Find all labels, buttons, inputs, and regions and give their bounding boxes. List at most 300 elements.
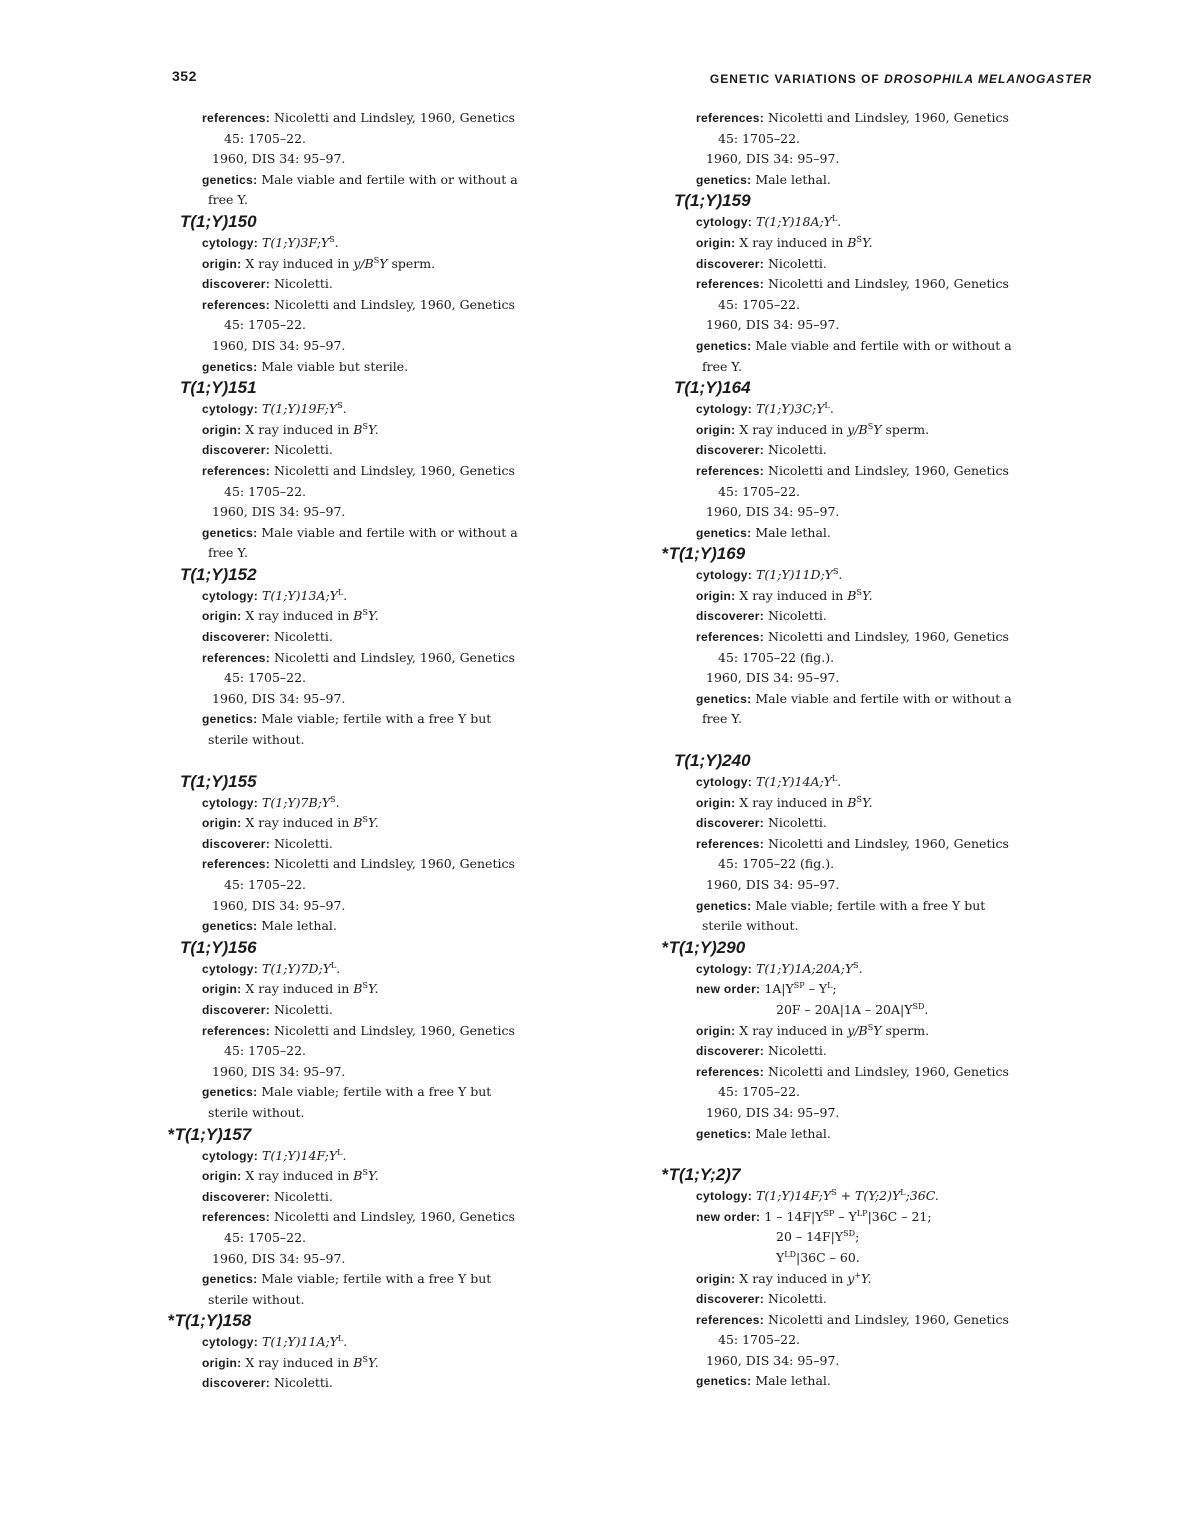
field-label: origin: <box>696 1271 736 1286</box>
references-line <box>696 627 1102 648</box>
superscript: L <box>330 960 337 970</box>
superscript: S <box>362 1354 368 1364</box>
entry-t1y158 <box>168 1310 608 1394</box>
field-label: origin: <box>696 1023 736 1038</box>
genetics-line <box>202 709 608 730</box>
origin-symbol: Y. <box>861 587 873 603</box>
origin-symbol: Y. <box>861 1270 872 1286</box>
genetics-text: Male viable and fertile with or without a <box>755 690 1012 706</box>
field-label: genetics: <box>696 898 752 913</box>
genetics-line <box>696 896 1102 917</box>
order-text: 1A|Y <box>764 981 794 997</box>
entry-title <box>662 937 1102 959</box>
genetics-line <box>696 523 1102 544</box>
field-label: discoverer: <box>202 836 270 851</box>
entry-title <box>662 543 1102 565</box>
genetics-line: sterile without. <box>208 1291 305 1307</box>
reference-line: 45: 1705–22. <box>224 670 307 686</box>
reference-text: Nicoletti and Lindsley, 1960, Genetics <box>768 629 1009 645</box>
genetics-line: free Y. <box>208 192 248 208</box>
entry-title-text: T(1;Y)290 <box>668 937 746 957</box>
asterisk-marker: * <box>662 1165 669 1185</box>
genetics-text: Male viable; fertile with a free Y but <box>261 1084 492 1100</box>
origin-text: X ray induced in <box>245 608 354 624</box>
entry-title: T(1;Y)155 <box>180 771 257 791</box>
discoverer-line <box>202 1000 608 1021</box>
entry-t1y164 <box>662 377 1102 543</box>
superscript: L <box>337 1334 344 1344</box>
entry-title: T(1;Y)150 <box>180 211 257 231</box>
genetics-line <box>696 689 1102 710</box>
field-label: new order: <box>696 982 761 997</box>
entry-title-text: T(1;Y;2)7 <box>668 1165 741 1185</box>
superscript: S <box>831 1187 837 1197</box>
superscript: S <box>329 234 335 244</box>
cytology-text: T(1;Y)1A;20A;Y <box>756 960 854 976</box>
punct: . <box>336 960 341 976</box>
cytology-line <box>202 959 608 980</box>
asterisk-marker: * <box>662 544 669 564</box>
superscript: S <box>856 794 862 804</box>
origin-symbol: B <box>353 608 363 624</box>
references-line <box>696 1310 1102 1331</box>
discoverer-line <box>696 254 1102 275</box>
cytology-line <box>202 1332 608 1353</box>
cytology-line <box>202 586 608 607</box>
origin-symbol: Y. <box>367 815 379 831</box>
asterisk-marker: * <box>662 937 669 957</box>
superscript: S <box>362 421 368 431</box>
origin-symbol: B <box>353 1168 363 1184</box>
origin-line <box>696 233 1102 254</box>
field-label: cytology: <box>202 235 259 250</box>
origin-line <box>202 254 608 275</box>
punct: . <box>829 401 834 417</box>
origin-symbol: Y. <box>367 421 379 437</box>
field-label: genetics: <box>696 525 752 540</box>
entry-t1y157 <box>168 1124 608 1311</box>
origin-symbol: y/B <box>847 421 868 437</box>
discoverer-text: Nicoletti. <box>273 276 333 292</box>
field-label: references: <box>202 297 271 312</box>
entry-title: T(1;Y)164 <box>674 378 751 398</box>
reference-line: 45: 1705–22 (fig.). <box>718 649 835 665</box>
genetics-line: free Y. <box>702 711 742 727</box>
reference-line: 45: 1705–22. <box>718 1332 801 1348</box>
field-label: cytology: <box>202 1335 259 1350</box>
reference-line: 45: 1705–22. <box>718 130 801 146</box>
entry-title <box>662 1164 1102 1186</box>
references-line <box>202 108 608 129</box>
punct: . <box>342 1147 347 1163</box>
field-label: references: <box>696 836 765 851</box>
entry-t1y240 <box>662 750 1102 937</box>
origin-symbol: y/B <box>847 1022 868 1038</box>
reference-text: Nicoletti and Lindsley, 1960, Genetics <box>274 462 515 478</box>
origin-symbol: Y. <box>367 1354 379 1370</box>
reference-text: Nicoletti and Lindsley, 1960, Genetics <box>768 110 1009 125</box>
genetics-text: Male lethal. <box>755 1125 831 1141</box>
field-label: references: <box>696 630 765 645</box>
genetics-text: Male viable but sterile. <box>261 358 409 374</box>
origin-symbol: Y. <box>861 794 873 810</box>
origin-line <box>696 586 1102 607</box>
entry-title: T(1;Y)156 <box>180 937 257 957</box>
field-label: discoverer: <box>696 609 764 624</box>
superscript: S <box>853 960 859 970</box>
field-label: discoverer: <box>202 1002 270 1017</box>
reference-text: Nicoletti and Lindsley, 1960, Genetics <box>768 276 1009 292</box>
discoverer-line <box>696 440 1102 461</box>
entry-t1y150 <box>168 211 608 377</box>
cytology-text: T(1;Y)14F;Y <box>756 1188 832 1204</box>
order-text: 20F – 20A|1A – 20A|Y <box>776 1001 913 1017</box>
superscript: L <box>824 400 830 410</box>
discoverer-line <box>696 813 1102 834</box>
field-label: references: <box>696 277 765 292</box>
genetics-line: free Y. <box>208 545 248 561</box>
genetics-line <box>202 1082 608 1103</box>
left-column <box>168 108 608 1394</box>
cytology-text: T(1;Y)11D;Y <box>756 567 833 583</box>
order-text: 1 – 14F|Y <box>764 1208 824 1224</box>
field-label: references: <box>696 1064 765 1079</box>
origin-symbol: Y <box>379 255 388 271</box>
reference-line: 1960, DIS 34: 95–97. <box>706 670 840 686</box>
entry-t1y152 <box>168 564 608 751</box>
field-label: discoverer: <box>202 630 270 645</box>
references-line <box>696 461 1102 482</box>
superscript: S <box>867 1022 874 1032</box>
superscript: LD <box>784 1249 796 1259</box>
reference-line: 45: 1705–22. <box>224 130 307 146</box>
superscript: L <box>900 1187 906 1197</box>
superscript: S <box>867 421 874 431</box>
field-label: cytology: <box>202 961 259 976</box>
origin-line <box>696 793 1102 814</box>
origin-symbol: Y <box>873 1022 882 1038</box>
field-label: genetics: <box>202 1272 258 1287</box>
cytology-text: T(1;Y)3C;Y <box>756 401 825 417</box>
cytology-line <box>202 1146 608 1167</box>
new-order-line <box>696 1207 1102 1228</box>
spacer <box>662 1144 1102 1164</box>
reference-line: 45: 1705–22. <box>224 483 307 499</box>
field-label: references: <box>202 650 271 665</box>
cytology-line <box>202 233 608 254</box>
punct: . <box>343 1334 348 1350</box>
reference-line: 45: 1705–22. <box>718 483 801 499</box>
field-label: discoverer: <box>202 1376 270 1391</box>
reference-text: Nicoletti and Lindsley, 1960, Genetics <box>274 110 515 125</box>
genetics-line <box>696 336 1102 357</box>
cytology-line <box>202 793 608 814</box>
genetics-text: Male lethal. <box>755 171 831 187</box>
genetics-text: Male lethal. <box>261 918 337 934</box>
field-label: discoverer: <box>202 443 270 458</box>
field-label: discoverer: <box>696 1044 764 1059</box>
references-line <box>202 854 608 875</box>
field-label: genetics: <box>696 1374 752 1389</box>
cytology-text: + T(Y;2)Y <box>836 1188 901 1204</box>
genetics-line <box>202 916 608 937</box>
superscript: SP <box>793 981 805 991</box>
reference-line: 45: 1705–22. <box>224 1229 307 1245</box>
superscript: L <box>337 587 344 597</box>
genetics-line <box>696 170 1102 191</box>
discoverer-text: Nicoletti. <box>767 1043 827 1059</box>
entry-t1y151 <box>168 377 608 564</box>
entry-title-text: T(1;Y)169 <box>668 544 746 564</box>
discoverer-text: Nicoletti. <box>767 1291 827 1307</box>
entry-title: T(1;Y)152 <box>180 564 257 584</box>
entry-continued <box>168 108 608 211</box>
discoverer-line <box>202 1187 608 1208</box>
punct: . <box>858 960 863 976</box>
references-line <box>202 1021 608 1042</box>
entry-t1y2-7 <box>662 1164 1102 1392</box>
origin-line <box>696 1269 1102 1290</box>
field-label: discoverer: <box>696 256 764 271</box>
cytology-text: T(1;Y)3F;Y <box>262 234 330 250</box>
genetics-text: Male viable; fertile with a free Y but <box>755 897 986 913</box>
field-label: cytology: <box>696 1189 753 1204</box>
order-text: |36C – 21; <box>867 1208 932 1224</box>
field-label: genetics: <box>202 919 258 934</box>
right-column <box>662 108 1102 1392</box>
discoverer-text: Nicoletti. <box>273 1001 333 1017</box>
entry-t1y156 <box>168 937 608 1124</box>
field-label: genetics: <box>202 712 258 727</box>
origin-tail: sperm. <box>881 421 930 437</box>
origin-symbol: Y. <box>367 1168 379 1184</box>
running-head <box>710 72 1092 86</box>
origin-tail: sperm. <box>387 255 436 271</box>
field-label: references: <box>202 1023 271 1038</box>
discoverer-line <box>202 440 608 461</box>
entry-t1y159 <box>662 190 1102 377</box>
discoverer-line <box>202 1373 608 1394</box>
field-label: origin: <box>696 795 736 810</box>
genetics-text: Male viable and fertile with or without a <box>755 337 1012 353</box>
cytology-line <box>696 565 1102 586</box>
order-text: – Y <box>804 981 828 997</box>
discoverer-text: Nicoletti. <box>767 442 827 458</box>
cytology-line <box>696 959 1102 980</box>
field-label: genetics: <box>202 172 258 187</box>
field-label: cytology: <box>202 402 259 417</box>
discoverer-text: Nicoletti. <box>273 629 333 645</box>
cytology-text: T(1;Y)14F;Y <box>262 1147 338 1163</box>
reference-line: 45: 1705–22. <box>224 1043 307 1059</box>
reference-line: 1960, DIS 34: 95–97. <box>706 877 840 892</box>
asterisk-marker: * <box>168 1124 175 1144</box>
field-label: references: <box>202 463 271 478</box>
origin-symbol: Y. <box>367 981 379 997</box>
discoverer-text: Nicoletti. <box>273 1375 333 1391</box>
origin-symbol: B <box>353 815 363 831</box>
superscript: L <box>831 214 838 224</box>
origin-line <box>202 979 608 1000</box>
reference-line: 1960, DIS 34: 95–97. <box>212 897 346 913</box>
reference-line: 1960, DIS 34: 95–97. <box>212 1250 346 1266</box>
cytology-text: T(1;Y)11A;Y <box>262 1334 338 1350</box>
discoverer-text: Nicoletti. <box>767 255 827 271</box>
origin-text: X ray induced in <box>739 1022 848 1038</box>
discoverer-line <box>202 627 608 648</box>
cytology-line <box>202 399 608 420</box>
field-label: origin: <box>696 422 736 437</box>
origin-symbol: B <box>847 794 857 810</box>
genetics-text: Male viable and fertile with or without a <box>261 171 518 187</box>
reference-line: 1960, DIS 34: 95–97. <box>212 504 346 520</box>
field-label: origin: <box>202 1355 242 1370</box>
field-label: references: <box>696 463 765 478</box>
genetics-text: Male lethal. <box>755 1373 831 1389</box>
field-label: cytology: <box>696 568 753 583</box>
reference-text: Nicoletti and Lindsley, 1960, Genetics <box>768 462 1009 478</box>
references-line <box>696 108 1102 129</box>
cytology-text: T(1;Y)14A;Y <box>756 774 832 790</box>
entry-title <box>168 1310 608 1332</box>
reference-line: 45: 1705–22. <box>718 296 801 312</box>
origin-tail: sperm. <box>881 1022 930 1038</box>
field-label: origin: <box>202 982 242 997</box>
order-text: . <box>924 1001 929 1017</box>
reference-line: 1960, DIS 34: 95–97. <box>212 337 346 353</box>
order-text: 20 – 14F|Y <box>776 1229 844 1245</box>
reference-text: Nicoletti and Lindsley, 1960, Genetics <box>274 296 515 312</box>
discoverer-line <box>202 274 608 295</box>
field-label: references: <box>696 111 765 125</box>
cytology-line <box>696 399 1102 420</box>
field-label: origin: <box>202 1169 242 1184</box>
references-line <box>696 1062 1102 1083</box>
field-label: cytology: <box>696 961 753 976</box>
superscript: S <box>362 815 368 825</box>
discoverer-line <box>696 1289 1102 1310</box>
field-label: references: <box>696 1312 765 1327</box>
reference-line: 1960, DIS 34: 95–97. <box>706 1104 840 1120</box>
genetics-line <box>202 1269 608 1290</box>
entry-continued <box>662 108 1102 190</box>
entry-t1y169 <box>662 543 1102 730</box>
reference-line: 1960, DIS 34: 95–97. <box>706 317 840 333</box>
genetics-line: sterile without. <box>702 918 799 934</box>
field-label: genetics: <box>696 691 752 706</box>
order-text: ; <box>832 981 837 997</box>
discoverer-text: Nicoletti. <box>273 835 333 851</box>
superscript: S <box>362 608 368 618</box>
punct: . <box>342 401 347 417</box>
order-text: ; <box>855 1229 860 1245</box>
field-label: cytology: <box>202 1148 259 1163</box>
field-label: origin: <box>202 609 242 624</box>
reference-line: 1960, DIS 34: 95–97. <box>212 1063 346 1079</box>
origin-text: X ray induced in <box>245 255 354 271</box>
origin-symbol: Y <box>873 421 882 437</box>
references-line <box>696 834 1102 855</box>
cytology-text: T(1;Y)13A;Y <box>262 587 338 603</box>
origin-line <box>696 420 1102 441</box>
reference-text: Nicoletti and Lindsley, 1960, Genetics <box>768 1063 1009 1079</box>
entry-t1y155 <box>168 771 608 937</box>
punct: . <box>838 567 843 583</box>
punct: . <box>343 587 348 603</box>
spacer <box>662 730 1102 750</box>
origin-line <box>202 606 608 627</box>
discoverer-text: Nicoletti. <box>273 1188 333 1204</box>
superscript: + <box>854 1270 862 1280</box>
punct: . <box>335 794 340 810</box>
references-line <box>696 274 1102 295</box>
origin-symbol: B <box>353 421 363 437</box>
genetics-line <box>202 170 608 191</box>
field-label: discoverer: <box>202 1189 270 1204</box>
field-label: references: <box>202 1210 271 1225</box>
origin-line <box>202 813 608 834</box>
entry-title: T(1;Y)240 <box>674 751 751 771</box>
superscript: SD <box>912 1001 925 1011</box>
superscript: S <box>330 794 336 804</box>
entry-t1y290 <box>662 937 1102 1144</box>
punct: . <box>837 214 842 230</box>
superscript: L <box>831 773 838 783</box>
origin-line <box>696 1021 1102 1042</box>
origin-line <box>202 420 608 441</box>
field-label: cytology: <box>696 775 753 790</box>
cytology-text: T(1;Y)19F;Y <box>262 401 338 417</box>
entry-title: T(1;Y)151 <box>180 378 257 398</box>
cytology-text: T(1;Y)18A;Y <box>756 214 832 230</box>
origin-symbol: Y. <box>861 234 873 250</box>
origin-text: X ray induced in <box>739 421 848 437</box>
origin-symbol: B <box>353 981 363 997</box>
origin-symbol: B <box>353 1354 363 1370</box>
discoverer-text: Nicoletti. <box>767 608 827 624</box>
cytology-text: ;36C. <box>905 1188 939 1204</box>
discoverer-line <box>696 1041 1102 1062</box>
order-text: – Y <box>834 1208 857 1224</box>
spacer <box>168 751 608 771</box>
genetics-line: sterile without. <box>208 732 305 748</box>
asterisk-marker: * <box>168 1311 175 1331</box>
field-label: origin: <box>202 816 242 831</box>
genetics-line: sterile without. <box>208 1104 305 1120</box>
page-number: 352 <box>172 68 197 84</box>
origin-text: X ray induced in <box>245 981 354 997</box>
reference-line: 45: 1705–22. <box>224 317 307 333</box>
field-label: discoverer: <box>202 277 270 292</box>
field-label: cytology: <box>202 588 259 603</box>
origin-symbol: Y. <box>367 608 379 624</box>
genetics-line <box>696 1124 1102 1145</box>
field-label: genetics: <box>696 1126 752 1141</box>
superscript: SP <box>823 1208 835 1218</box>
entry-title <box>168 1124 608 1146</box>
reference-line: 1960, DIS 34: 95–97. <box>212 690 346 706</box>
superscript: S <box>337 400 343 410</box>
new-order-line <box>776 1248 1102 1269</box>
references-line <box>202 295 608 316</box>
punct: . <box>334 234 339 250</box>
origin-line <box>202 1166 608 1187</box>
origin-text: X ray induced in <box>739 587 848 603</box>
field-label: origin: <box>696 235 736 250</box>
reference-line: 1960, DIS 34: 95–97. <box>212 151 346 167</box>
superscript: S <box>362 1167 368 1177</box>
genetics-line <box>202 357 608 378</box>
